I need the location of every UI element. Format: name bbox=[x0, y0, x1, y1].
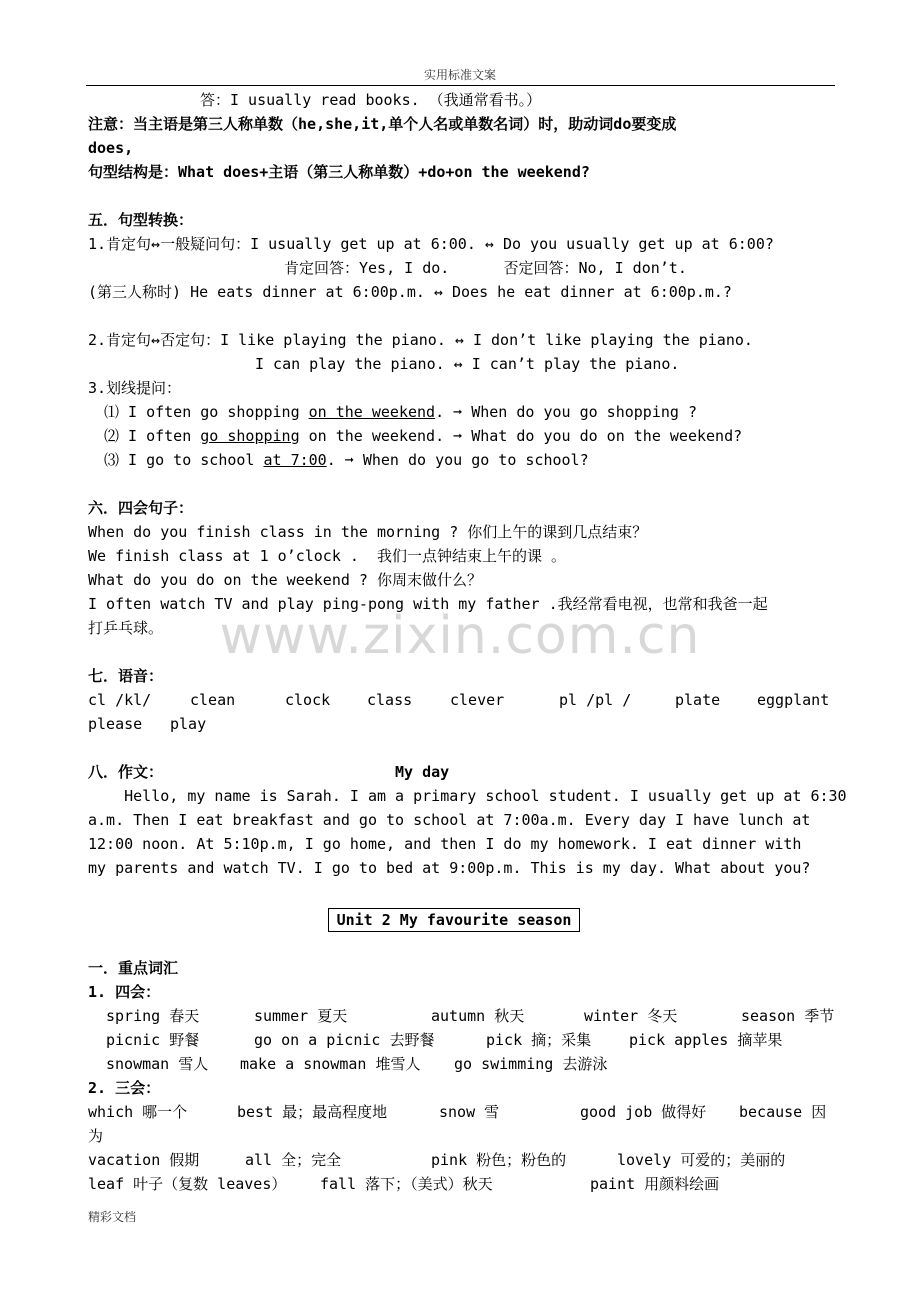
vocab-item: because 因 bbox=[739, 1103, 827, 1121]
s6-line-5: 打乒乓球。 bbox=[88, 619, 164, 637]
phonics-item: pl /pl / bbox=[559, 691, 632, 709]
s6-line-3: What do you do on the weekend ? 你周末做什么？ bbox=[88, 571, 482, 589]
phonics-item: class bbox=[367, 691, 413, 709]
phonics-item: plate bbox=[675, 691, 721, 709]
vocab-item: winter 冬天 bbox=[584, 1007, 678, 1025]
vocab-item: paint 用颜料绘画 bbox=[590, 1175, 720, 1193]
essay-title: My day bbox=[395, 763, 450, 781]
phonics-item: clock bbox=[285, 691, 331, 709]
page-footer: 精彩文档 bbox=[88, 1210, 137, 1224]
vocab-item: pick 摘；采集 bbox=[486, 1031, 592, 1049]
answer-line: 答：I usually read books. （我通常看书。） bbox=[200, 91, 542, 109]
s6-line-1: When do you finish class in the morning ? 你们上午的课到几点结束？ bbox=[88, 523, 648, 541]
vocab-item: go on a picnic 去野餐 bbox=[254, 1031, 435, 1049]
phonics-item: cl /kl/ bbox=[88, 691, 152, 709]
vocab-item: make a snowman 堆雪人 bbox=[240, 1055, 421, 1073]
vocab-item: snow 雪 bbox=[439, 1103, 500, 1121]
unit-title-box: Unit 2 My favourite season bbox=[328, 908, 580, 932]
q1-underlined: on the weekend bbox=[308, 403, 436, 421]
phonics-item: play bbox=[170, 715, 207, 733]
vocab-item: summer 夏天 bbox=[254, 1007, 348, 1025]
q1-part-a: ⑴ I often go shopping bbox=[104, 403, 309, 421]
question-1 bbox=[104, 402, 697, 422]
q3-part-b: . ➞ When do you go to school? bbox=[326, 451, 589, 469]
vocab-item: vacation 假期 bbox=[88, 1151, 200, 1169]
vocab-item: go swimming 去游泳 bbox=[454, 1055, 608, 1073]
vocab-item: lovely 可爱的；美丽的 bbox=[617, 1151, 786, 1169]
essay-line-2: a.m. Then I eat breakfast and go to school at 7:00a.m. Every day I have lunch at bbox=[88, 811, 811, 829]
three-skills-title: 2. 三会： bbox=[88, 1079, 161, 1097]
vocab-item: all 全；完全 bbox=[245, 1151, 342, 1169]
vocab-item: picnic 野餐 bbox=[106, 1031, 200, 1049]
phonics-item: clever bbox=[450, 691, 505, 709]
s6-line-2: We finish class at 1 o’clock . 我们一点钟结束上午的课 。 bbox=[88, 547, 567, 565]
q2-underlined: go shopping bbox=[200, 427, 300, 445]
section-5-title: 五．句型转换： bbox=[88, 211, 194, 229]
note-line-2: does, bbox=[88, 139, 134, 157]
vocab-item: which 哪一个 bbox=[88, 1103, 188, 1121]
section-6-title: 六．四会句子： bbox=[88, 499, 194, 517]
essay-line-4: my parents and watch TV. I go to bed at 9:00p.m. This is my day. What about you? bbox=[88, 859, 811, 877]
q3-part-a: ⑶ I go to school bbox=[104, 451, 264, 469]
vocab-section-title: 一．重点词汇 bbox=[88, 959, 179, 977]
question-3 bbox=[104, 450, 589, 470]
q2-part-b: on the weekend. ➞ What do you do on the weekend? bbox=[299, 427, 743, 445]
vocab-item: spring 春天 bbox=[106, 1007, 200, 1025]
vocab-item: season 季节 bbox=[741, 1007, 835, 1025]
vocab-item: pink 粉色；粉色的 bbox=[431, 1151, 567, 1169]
essay-line-3: 12:00 noon. At 5:10p.m, I go home, and then I do my homework. I eat dinner with bbox=[88, 835, 802, 853]
q2-part-a: ⑵ I often bbox=[104, 427, 201, 445]
s5-line-6: 3.划线提问： bbox=[88, 379, 182, 397]
note-line-1: 注意：当主语是第三人称单数（he,she,it,单个人名或单数名词）时，助动词do要变成 bbox=[88, 115, 677, 133]
s5-line-4: 2.肯定句↔否定句：I like playing the piano. ↔ I don’t like playing the piano. bbox=[88, 331, 753, 349]
essay-line-1: Hello, my name is Sarah. I am a primary school student. I usually get up at 6:30 bbox=[88, 787, 847, 805]
phonics-item: eggplant bbox=[757, 691, 830, 709]
s5-line-3: (第三人称时) He eats dinner at 6:00p.m. ↔ Does he eat dinner at 6:00p.m.? bbox=[88, 283, 732, 301]
note-line-3: 句型结构是：What does+主语（第三人称单数）+do+on the weekend? bbox=[88, 163, 590, 181]
q3-underlined: at 7:00 bbox=[263, 451, 327, 469]
s6-line-4: I often watch TV and play ping-pong with my father .我经常看电视，也常和我爸一起 bbox=[88, 595, 768, 613]
page-header: 实用标准文案 bbox=[423, 68, 496, 82]
section-8-title: 八．作文： bbox=[88, 763, 164, 781]
vocab-item: leaf 叶子（复数 leaves） bbox=[88, 1175, 287, 1193]
vocab-item-wrap: 为 bbox=[88, 1127, 104, 1145]
header-rule bbox=[86, 85, 835, 86]
vocab-item: snowman 雪人 bbox=[106, 1055, 209, 1073]
watermark: www.zixin.com.cn bbox=[219, 606, 701, 666]
vocab-item: pick apples 摘苹果 bbox=[629, 1031, 783, 1049]
s5-line-1: 1.肯定句↔一般疑问句：I usually get up at 6:00. ↔ Do you usually get up at 6:00? bbox=[88, 235, 774, 253]
phonics-item: please bbox=[88, 715, 143, 733]
q1-part-b: . ➞ When do you go shopping ? bbox=[435, 403, 697, 421]
section-7-title: 七．语音： bbox=[88, 667, 164, 685]
vocab-item: fall 落下；（美式）秋天 bbox=[320, 1175, 493, 1193]
question-2 bbox=[104, 426, 742, 446]
vocab-item: good job 做得好 bbox=[580, 1103, 707, 1121]
s5-line-2: 肯定回答：Yes, I do. 否定回答：No, I don’t. bbox=[284, 259, 687, 277]
s5-line-5: I can play the piano. ↔ I can’t play the piano. bbox=[255, 355, 680, 373]
vocab-item: best 最；最高程度地 bbox=[237, 1103, 388, 1121]
phonics-item: clean bbox=[190, 691, 236, 709]
vocab-item: autumn 秋天 bbox=[431, 1007, 525, 1025]
four-skills-title: 1. 四会： bbox=[88, 983, 161, 1001]
